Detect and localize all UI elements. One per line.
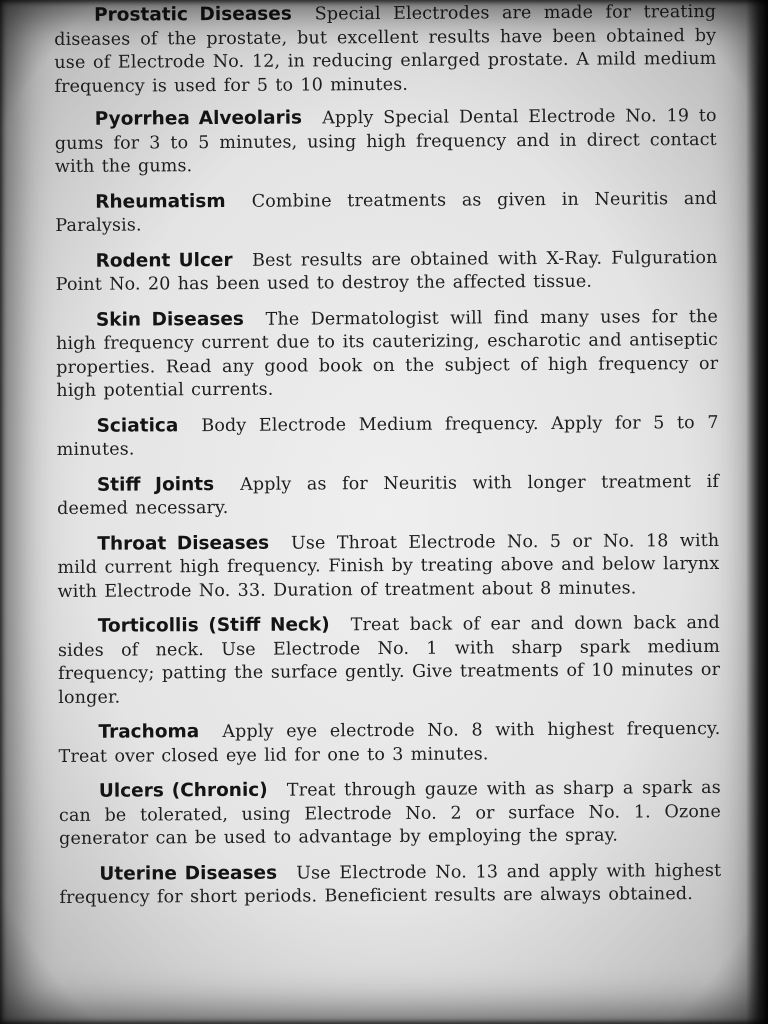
entry-sciatica — [57, 410, 719, 462]
entry-description: Use Electrode No. 13 and apply with highest frequency for short periods. Beneficient results are always obtained. — [59, 860, 722, 908]
entry-description: Apply eye electrode No. 8 with highest frequency. Treat over closed eye lid for one to 3 minutes. — [58, 718, 721, 767]
entry-description: Body Electrode Medium frequency. Apply for 5 to 7 minutes. — [56, 412, 719, 460]
entry-description: Special Electrodes are made for treating diseases of the prostate, but excellent results have been obtained by use of Electrode No. 12, in reducing enlarged prostate. A mild medium frequency is used for 5 to 10 minutes. — [54, 1, 717, 97]
entry-term: Throat Diseases — [97, 532, 270, 555]
entry-term: Skin Diseases — [95, 308, 244, 331]
entry-term: Trachoma — [98, 721, 200, 743]
entry-description: Treat back of ear and down back and sides of neck. Use Electrode No. 1 with sharp spark medium frequency; patting the surface gently. Give treatments of 10 minutes or longer. — [57, 612, 721, 708]
entry-term: Prostatic Diseases — [94, 3, 292, 26]
entry-rodent-ulcer — [55, 245, 717, 297]
entry-trachoma — [58, 717, 720, 769]
entry-throat-diseases — [57, 528, 719, 604]
entry-ulcers-chronic — [59, 776, 721, 852]
entry-description: Combine treatments as given in Neuritis and Paralysis. — [55, 188, 718, 236]
entry-prostatic-diseases — [54, 0, 717, 99]
entry-term: Ulcers (Chronic) — [98, 779, 268, 802]
entry-description: Treat through gauze with as sharp a spark as can be tolerated, using Electrode No. 2 or surface No. 1. Ozone generator can be used to advantage by employing the spray. — [58, 777, 722, 849]
entry-description: The Dermatologist will find many uses for the high frequency current due to its cauterizing, escharotic and antiseptic properties. Read any good book on the subject of high frequency or high potential currents. — [56, 306, 719, 401]
treatment-list — [54, 0, 722, 921]
entry-description: Apply Special Dental Electrode No. 19 to gums for 3 to 5 minutes, using high frequency and in direct contact with the gums. — [54, 105, 717, 177]
entry-description: Best results are obtained with X-Ray. Fulguration Point No. 20 has been used to destroy the affected tissue. — [55, 247, 718, 295]
entry-term: Rodent Ulcer — [95, 249, 233, 272]
entry-term: Pyorrhea Alveolaris — [94, 107, 303, 130]
entry-description: Apply as for Neuritis with longer treatment if deemed necessary. — [57, 471, 719, 519]
entry-torticollis — [58, 611, 721, 710]
entry-term: Sciatica — [96, 414, 179, 437]
entry-skin-diseases — [56, 304, 719, 403]
entry-stiff-joints — [57, 469, 719, 521]
page-edge-shadow — [746, 0, 768, 1024]
entry-term: Torticollis (Stiff Neck) — [97, 614, 330, 637]
entry-term: Stiff Joints — [96, 473, 215, 496]
entry-term: Uterine Diseases — [99, 862, 278, 885]
entry-term: Rheumatism — [95, 190, 226, 213]
entry-description: Use Throat Electrode No. 5 or No. 18 with mild current high frequency. Finish by treating above and below larynx with Electrode No. 33. Duration of treatment about 8 minutes. — [57, 530, 720, 602]
entry-rheumatism — [55, 186, 717, 238]
entry-uterine-diseases — [59, 858, 721, 910]
entry-pyorrhea-alveolaris — [55, 104, 717, 180]
